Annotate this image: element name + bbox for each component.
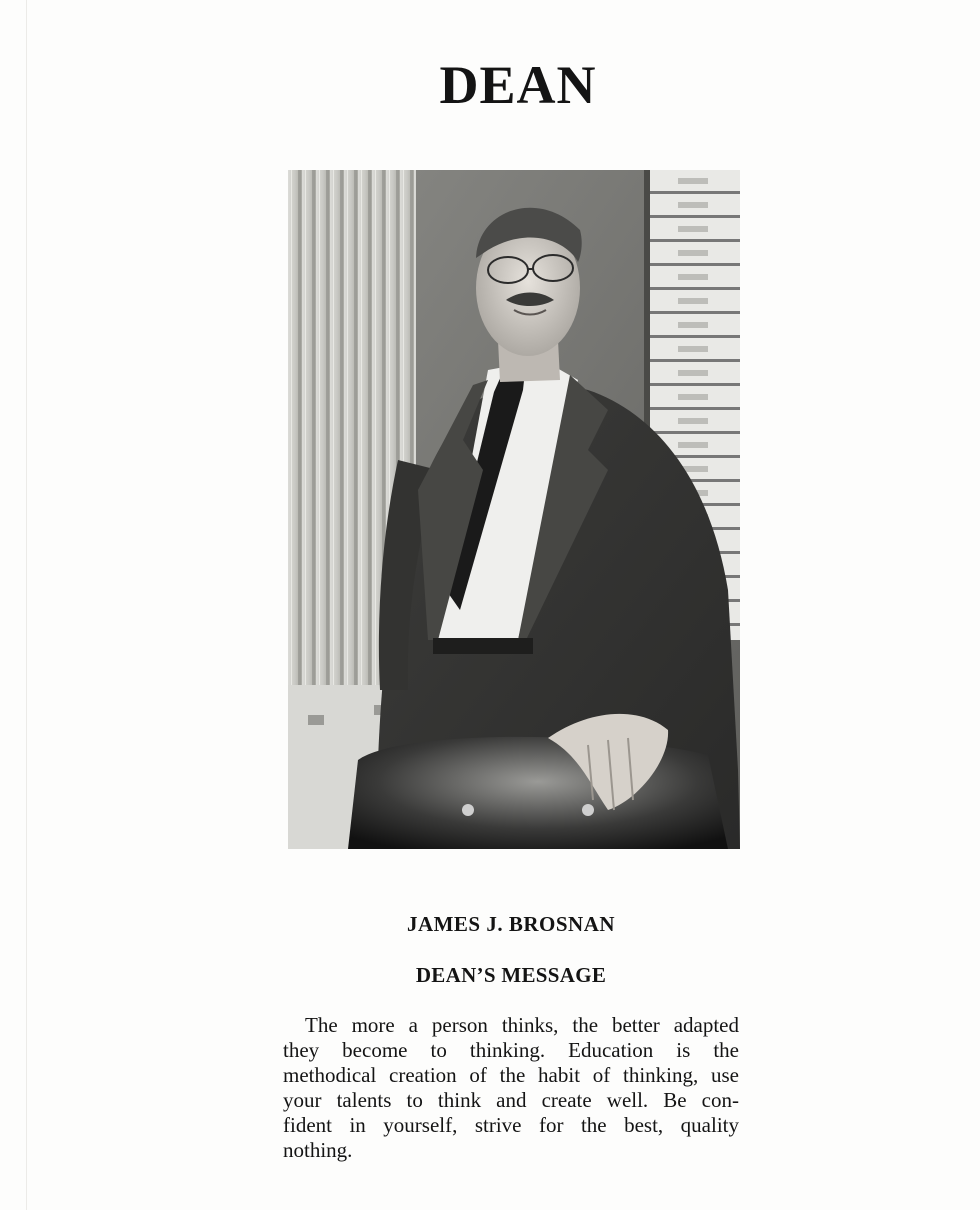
dean-name: JAMES J. BROSNAN (406, 912, 616, 936)
message-line: they become to thinking. Education is the (283, 1038, 739, 1062)
message-line: methodical creation of the habit of thinking, use (283, 1063, 739, 1087)
dean-message (283, 1013, 739, 1163)
dean-portrait-photo (288, 170, 740, 849)
message-line: fident in yourself, strive for the best, quality (283, 1113, 739, 1137)
message-line: your talents to think and create well. Be con- (283, 1088, 739, 1112)
message-line: The more a person thinks, the better adapted (305, 1013, 739, 1037)
page-edge (26, 0, 27, 1210)
message-heading: DEAN’S MESSAGE (415, 963, 607, 987)
message-line: nothing. (283, 1138, 353, 1162)
page-title: DEAN (439, 55, 597, 115)
